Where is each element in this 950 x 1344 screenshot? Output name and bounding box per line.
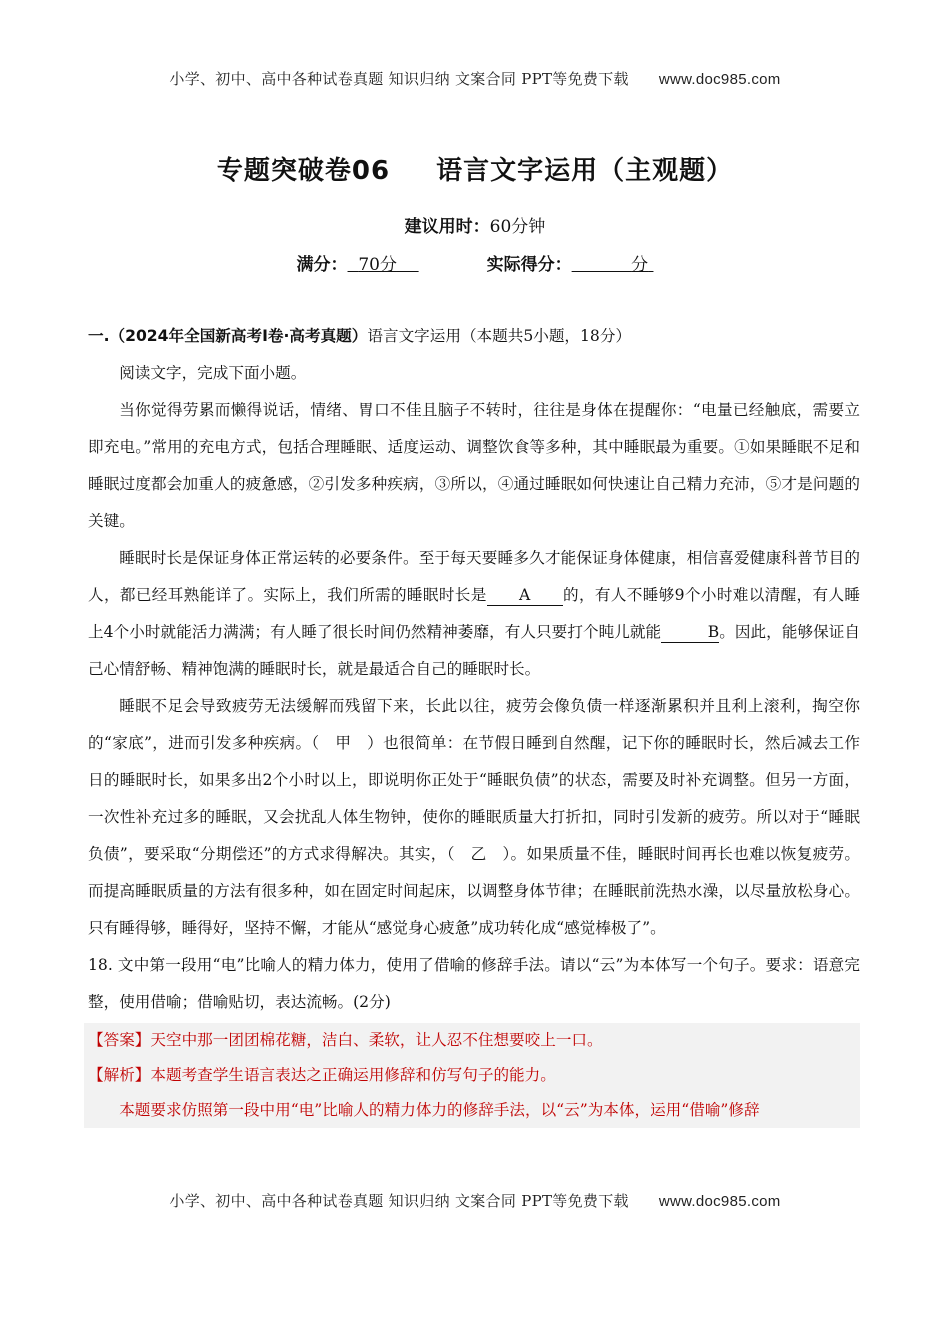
suggested-time xyxy=(0,212,950,237)
section-heading xyxy=(88,318,860,355)
question-18: 18. 文中第一段用“电”比喻人的精力体力，使用了借喻的修辞手法。请以“云”为本体写一个句子。要求：语意完整，使用借喻；借喻贴切，表达流畅。(2分) xyxy=(88,956,860,1011)
blank-a: A xyxy=(487,585,563,606)
analysis-text: 本题考查学生语言表达之正确运用修辞和仿写句子的能力。 xyxy=(150,1066,556,1084)
passage-paragraph-3: 睡眠不足会导致疲劳无法缓解而残留下来，长此以往，疲劳会像负债一样逐渐累积并且利上滚利，掏空你的“家底”，进而引发多种疾病。（ 甲 ）也很简单：在节假日睡到自然醒，记下你的睡眠时长，然后减去工作日的睡眠时长，如果多出2个小时以上，即说明你正处于“睡眠负债”的状态，需要及时补充调整。但另一方面，一次性补充过多的睡眠，又会扰乱人体生物钟，使你的睡眠质量大打折扣，同时引发新的疲劳。所以对于“睡眠负债”，要采取“分期偿还”的方式求得解决。其实，（ 乙 ）。如果质量不佳，睡眠时间再长也难以恢复疲劳。而提高睡眠质量的方法有很多种，如在固定时间起床，以调整身体节律；在睡眠前洗热水澡，以尽量放松身心。只有睡得够，睡得好，坚持不懈，才能从“感觉身心疲惫”成功转化成“感觉棒极了”。 xyxy=(88,697,860,937)
actual-score-label: 实际得分： xyxy=(486,255,572,275)
passage-paragraph-1: 当你觉得劳累而懒得说话，情绪、胃口不佳且脑子不转时，往往是身体在提醒你：“电量已经触底，需要立即充电。”常用的充电方式，包括合理睡眠、适度运动、调整饮食等多种，其中睡眠最为重要。①如果睡眠不足和睡眠过度都会加重人的疲惫感，②引发多种疾病，③所以，④通过睡眠如何快速让自己精力充沛，⑤才是问题的关键。 xyxy=(88,401,860,530)
actual-score-value: 分 xyxy=(631,255,649,275)
answer-box xyxy=(84,1023,860,1128)
title-part2: 语言文字运用（主观题） xyxy=(436,156,734,186)
instruction: 阅读文字，完成下面小题。 xyxy=(119,364,307,382)
title-part1: 专题突破卷06 xyxy=(216,156,391,186)
section-title: 语言文字运用（本题共5小题，18分） xyxy=(367,327,632,345)
footer-site-link[interactable]: www.doc985.com xyxy=(658,1193,781,1210)
full-score-value: 70分 xyxy=(358,255,397,275)
answer xyxy=(88,1023,860,1058)
full-score-label: 满分： xyxy=(296,255,348,275)
analysis-continued: 本题要求仿照第一段中用“电”比喻人的精力体力的修辞手法，以“云”为本体，运用“借喻”修辞 xyxy=(119,1101,760,1119)
header-site-link[interactable]: www.doc985.com xyxy=(658,71,781,88)
analysis-label: 【解析】 xyxy=(88,1066,151,1084)
score-line xyxy=(0,250,950,275)
passage-paragraph-2: 睡眠时长是保证身体正常运转的必要条件。至于每天要睡多久才能保证身体健康，相信喜爱健康科普节目的人，都已经耳熟能详了。实际上，我们所需的睡眠时长是 A 的，有人不睡够9个小时难以清醒，有人睡上4个小时就能活力满满；有人睡了很长时间仍然精神萎靡，有人只要打个盹儿就能 B。因此，能够保证自己心情舒畅、精神饱满的睡眠时长，就是最适合自己的睡眠时长。 xyxy=(88,549,860,678)
time-label: 建议用时： xyxy=(404,217,490,237)
blank-b: B xyxy=(661,622,719,643)
header-text: 小学、初中、高中各种试卷真题 知识归纳 文案合同 PPT等免费下载 xyxy=(169,70,629,88)
page-footer xyxy=(0,1190,950,1211)
exam-content xyxy=(88,318,860,1128)
footer-text: 小学、初中、高中各种试卷真题 知识归纳 文案合同 PPT等免费下载 xyxy=(169,1192,629,1210)
answer-text: 天空中那一团团棉花糖，洁白、柔软，让人忍不住想要咬上一口。 xyxy=(150,1031,603,1049)
time-value: 60分钟 xyxy=(489,217,546,237)
page-title xyxy=(0,150,950,187)
answer-label: 【答案】 xyxy=(88,1031,151,1049)
section-prefix: 一.（2024年全国新高考Ⅰ卷·高考真题） xyxy=(88,327,368,345)
page-header xyxy=(0,68,950,89)
analysis xyxy=(88,1058,860,1093)
